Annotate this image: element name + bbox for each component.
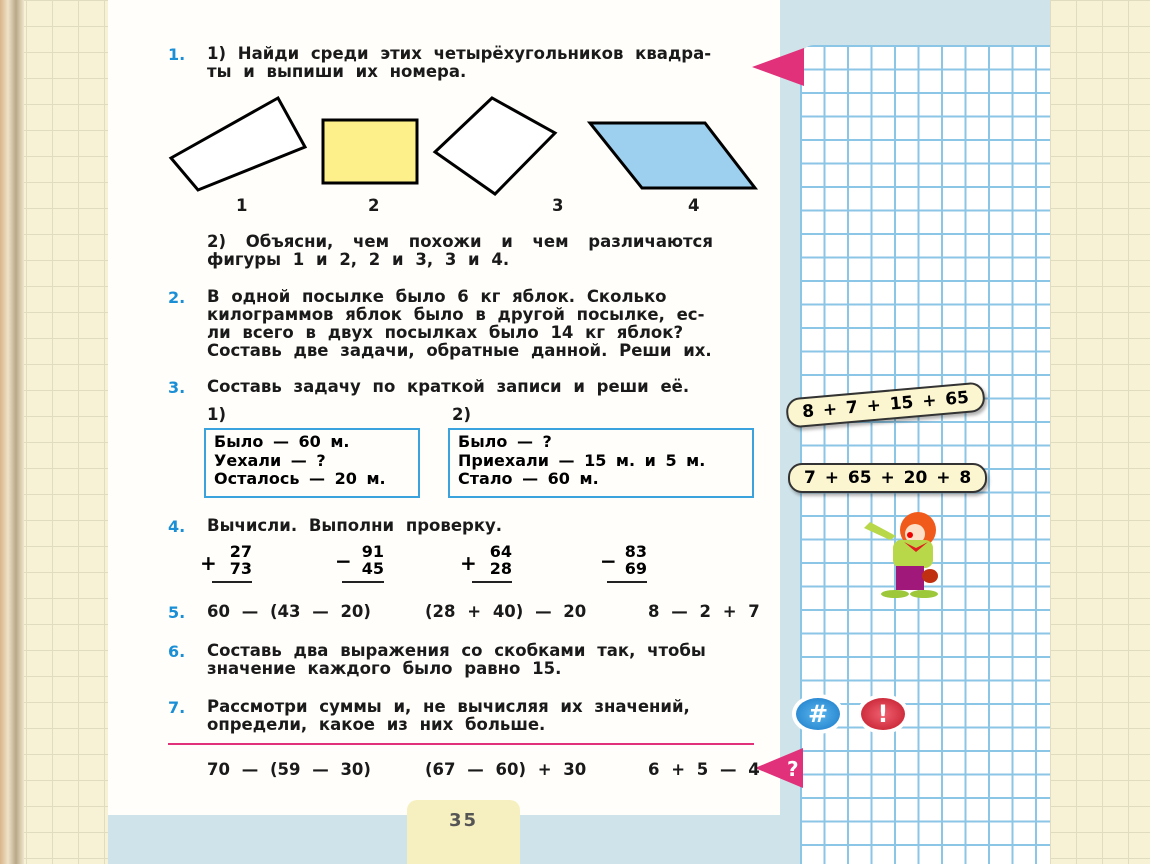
expression: (28 + 40) — 20 bbox=[425, 602, 587, 621]
figure-1-rhombus bbox=[171, 98, 305, 190]
record-line: Приехали — 15 м. и 5 м. bbox=[458, 450, 706, 470]
task-text: значение каждого было равно 15. bbox=[207, 659, 562, 678]
operand: 83 bbox=[624, 542, 647, 561]
operand: 27 bbox=[229, 542, 252, 561]
expression: 6 + 5 — 4 bbox=[648, 760, 760, 779]
figure-label: 3 bbox=[552, 196, 564, 215]
column-calc bbox=[352, 543, 384, 577]
operand: 45 bbox=[361, 559, 384, 578]
operand: 91 bbox=[361, 542, 384, 561]
right-background bbox=[1050, 0, 1150, 864]
svg-text:?: ? bbox=[787, 757, 799, 781]
operand: 64 bbox=[489, 542, 512, 561]
short-record-box-2 bbox=[448, 428, 754, 498]
expression: 60 — (43 — 20) bbox=[207, 602, 371, 621]
subtask-label: 1) bbox=[207, 405, 227, 424]
figure-label: 2 bbox=[368, 196, 380, 215]
figure-4-parallelogram bbox=[590, 123, 755, 188]
operand: 28 bbox=[489, 559, 512, 578]
figure-label: 1 bbox=[236, 196, 248, 215]
record-line: Уехали — ? bbox=[214, 450, 326, 470]
record-line: Осталось — 20 м. bbox=[214, 469, 386, 488]
pink-pointer-icon bbox=[752, 48, 804, 86]
short-record-box-1 bbox=[204, 428, 420, 498]
task-text: 1) Найди среди этих четырёхугольников квадра- bbox=[207, 44, 712, 63]
task-text: Составь задачу по краткой записи и реши её. bbox=[207, 377, 690, 396]
figure-2-square bbox=[323, 120, 417, 183]
task-number: 5. bbox=[168, 603, 186, 622]
quadrilaterals-figure bbox=[165, 92, 765, 197]
column-calc bbox=[482, 543, 512, 577]
column-calc bbox=[222, 543, 252, 577]
expression: 8 — 2 + 7 bbox=[648, 602, 760, 621]
column-calc bbox=[617, 543, 647, 577]
figure-3-square bbox=[435, 98, 555, 194]
task-number: 1. bbox=[168, 45, 186, 64]
task-text: Рассмотри суммы и, не вычисляя их значений, bbox=[207, 697, 690, 716]
task-number: 4. bbox=[168, 517, 186, 536]
task-text: Составь две задачи, обратные данной. Реши их. bbox=[207, 341, 712, 360]
left-background bbox=[0, 0, 108, 864]
operation-sign: − bbox=[600, 549, 617, 573]
task-text: килограммов яблок было в другой посылке, ес- bbox=[207, 305, 705, 324]
question-pointer-icon[interactable] bbox=[755, 748, 803, 788]
subtask-label: 2) bbox=[452, 405, 472, 424]
task-text: ли всего в двух посылках было 14 кг яблок? bbox=[207, 323, 684, 342]
operation-sign: − bbox=[335, 549, 352, 573]
task-number: 2. bbox=[168, 288, 186, 307]
record-line: Было — 60 м. bbox=[214, 432, 350, 451]
task-text: ты и выпиши их номера. bbox=[207, 62, 467, 81]
sum-pill: 7 + 65 + 20 + 8 bbox=[788, 463, 987, 493]
page-number: 35 bbox=[407, 800, 520, 864]
record-line: Стало — 60 м. bbox=[458, 469, 599, 488]
expression: (67 — 60) + 30 bbox=[425, 760, 587, 779]
operand: 69 bbox=[624, 559, 647, 578]
pink-divider bbox=[168, 743, 754, 745]
task-text: определи, какое из них больше. bbox=[207, 715, 546, 734]
operation-sign: + bbox=[200, 551, 217, 575]
figure-label: 4 bbox=[688, 196, 700, 215]
operation-sign: + bbox=[460, 551, 477, 575]
grid-button[interactable] bbox=[792, 694, 844, 734]
task-number: 7. bbox=[168, 698, 186, 717]
record-line: Было — ? bbox=[458, 432, 552, 451]
task-number: 3. bbox=[168, 378, 186, 397]
grid-paper-panel bbox=[800, 45, 1050, 864]
task-text: 2) Объясни, чем похожи и чем различаются bbox=[207, 232, 713, 251]
clown-illustration bbox=[860, 508, 945, 598]
task-number: 6. bbox=[168, 642, 186, 661]
task-text: В одной посылке было 6 кг яблок. Сколько bbox=[207, 287, 667, 306]
expression: 70 — (59 — 30) bbox=[207, 760, 371, 779]
exclamation-icon: ! bbox=[861, 698, 905, 730]
task-text: Составь два выражения со скобками так, чтобы bbox=[207, 641, 706, 660]
sum-pill: 8 + 7 + 15 + 65 bbox=[785, 381, 986, 428]
important-button[interactable] bbox=[857, 694, 909, 734]
operand: 73 bbox=[229, 559, 252, 578]
task-text: Вычисли. Выполни проверку. bbox=[207, 516, 503, 535]
task-text: фигуры 1 и 2, 2 и 3, 3 и 4. bbox=[207, 250, 510, 269]
grid-icon: # bbox=[796, 698, 840, 730]
